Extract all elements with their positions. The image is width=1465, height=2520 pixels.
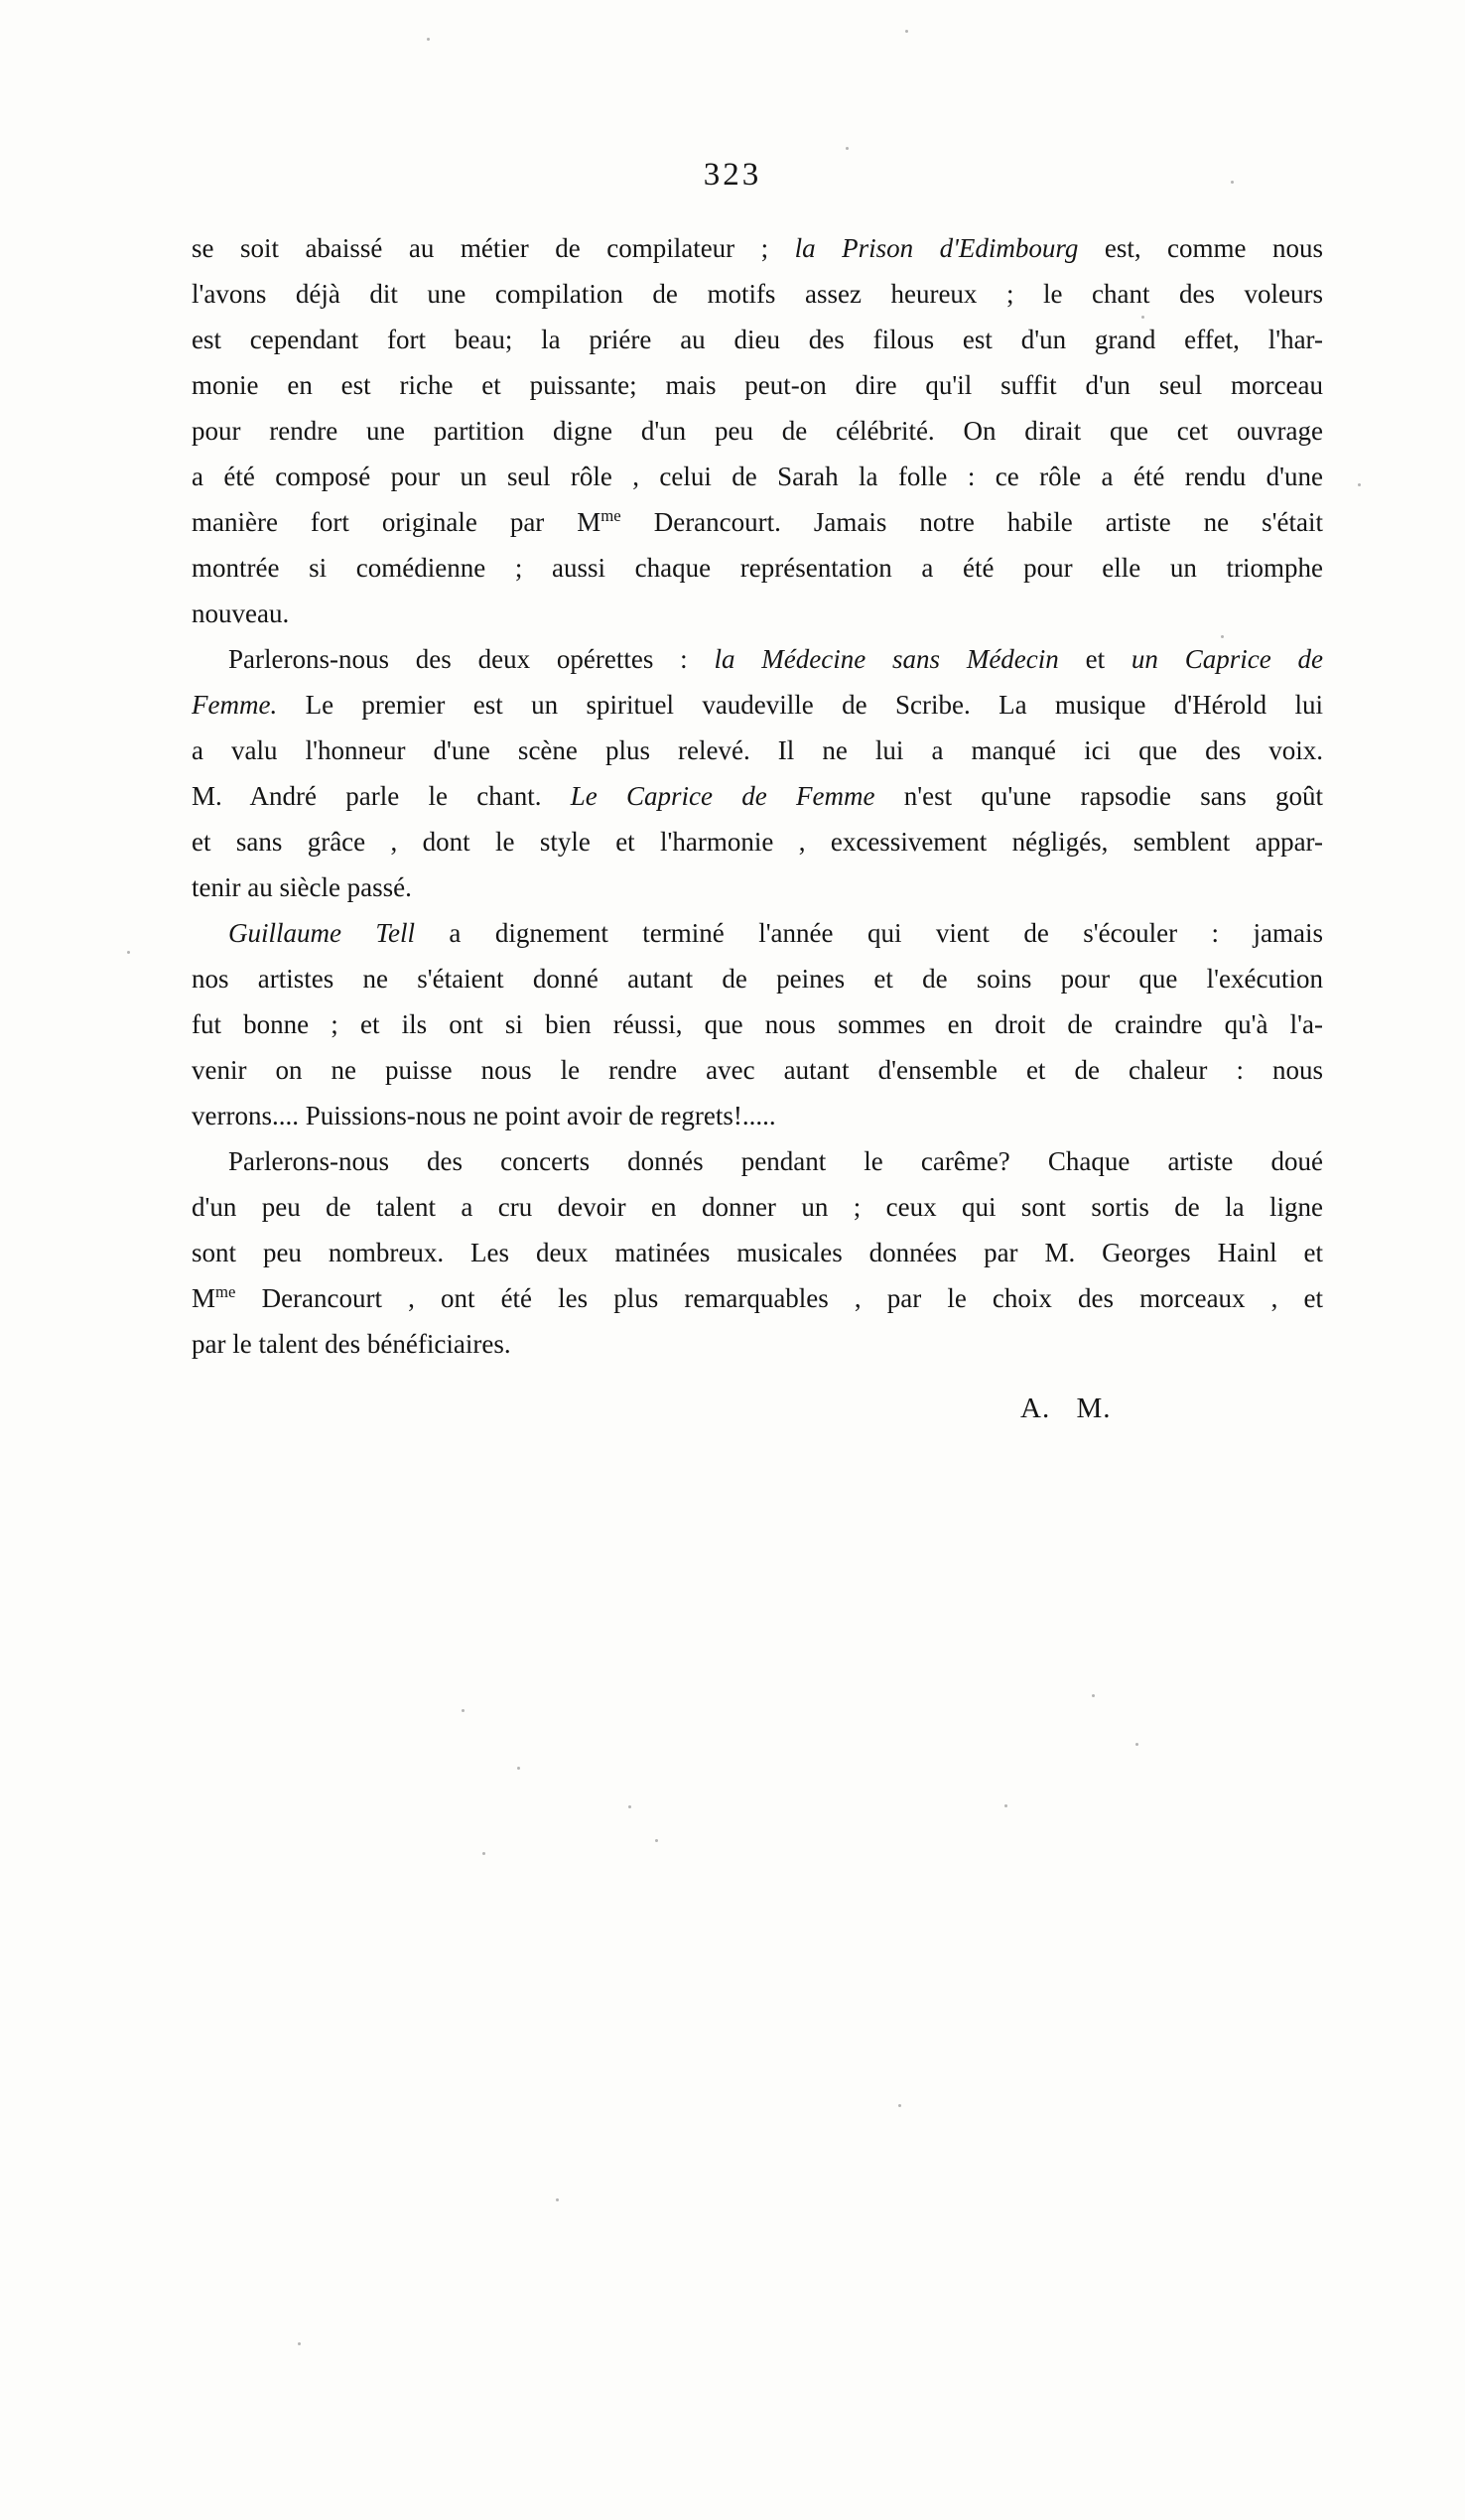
text-segment: Derancourt. Jamais notre habile artiste ne s'était (620, 507, 1323, 537)
scan-speck (1135, 1743, 1138, 1746)
text-segment: et sans grâce , dont le style et l'harmonie , excessivement négligés, semblent appar- (192, 827, 1323, 857)
scan-speck (482, 1852, 485, 1855)
text-segment: a été composé pour un seul rôle , celui de Sarah la folle : ce rôle a été rendu d'une (192, 462, 1323, 491)
text-line (192, 225, 1323, 271)
paragraph (192, 636, 1323, 910)
text-line (192, 1047, 1323, 1093)
text-line (192, 1230, 1323, 1275)
text-line (192, 591, 1323, 636)
scan-speck (898, 2104, 901, 2107)
text-line (192, 545, 1323, 591)
text-line (192, 317, 1323, 362)
text-segment: l'avons déjà dit une compilation de motifs assez heureux ; le chant des voleurs (192, 279, 1323, 309)
text-segment: nos artistes ne s'étaient donné autant de peines et de soins pour que l'exécution (192, 964, 1323, 994)
text-segment: pour rendre une partition digne d'un peu de célébrité. On dirait que cet ouvrage (192, 416, 1323, 446)
text-line (192, 682, 1323, 728)
text-segment: a dignement terminé l'année qui vient de s'écouler : jamais (414, 918, 1323, 948)
work-title-italic: la Médecine sans Médecin (714, 644, 1059, 674)
text-line (192, 454, 1323, 499)
scan-speck (846, 147, 849, 150)
text-segment: n'est qu'une rapsodie sans goût (874, 781, 1323, 811)
scan-speck (1092, 1694, 1095, 1697)
superscript-text: me (215, 1282, 236, 1301)
text-segment: nouveau. (192, 598, 290, 628)
text-segment: par le talent des bénéficiaires. (192, 1329, 511, 1359)
text-line (192, 864, 1323, 910)
text-segment: se soit abaissé au métier de compilateur ; (192, 233, 795, 263)
text-line (192, 1184, 1323, 1230)
text-block (192, 225, 1323, 1367)
text-segment: est cependant fort beau; la priére au dieu des filous est d'un grand effet, l'har- (192, 325, 1323, 354)
scan-speck (905, 30, 908, 33)
superscript-text: me (600, 506, 621, 525)
text-line (192, 408, 1323, 454)
work-title-italic: Le Caprice de Femme (570, 781, 875, 811)
text-line (192, 271, 1323, 317)
text-segment: manière fort originale par M (192, 507, 601, 537)
text-line (192, 499, 1323, 545)
text-line (192, 1001, 1323, 1047)
text-line (192, 362, 1323, 408)
paragraph (192, 910, 1323, 1138)
scan-speck (517, 1767, 520, 1770)
text-segment: monie en est riche et puissante; mais peut-on dire qu'il suffit d'un seul morceau (192, 370, 1323, 400)
text-segment: Parlerons-nous des concerts donnés pendant le carême? Chaque artiste doué (228, 1146, 1323, 1176)
scan-speck (1004, 1804, 1007, 1807)
text-segment: Parlerons-nous des deux opérettes : (228, 644, 715, 674)
scan-speck (462, 1709, 465, 1712)
text-line (192, 728, 1323, 773)
text-segment: sont peu nombreux. Les deux matinées musicales données par M. Georges Hainl et (192, 1238, 1323, 1267)
page-number: 323 (703, 157, 762, 193)
text-segment: venir on ne puisse nous le rendre avec autant d'ensemble et de chaleur : nous (192, 1055, 1323, 1085)
scan-speck (1231, 181, 1234, 184)
text-segment: montrée si comédienne ; aussi chaque représentation a été pour elle un triomphe (192, 553, 1323, 583)
text-line (192, 910, 1323, 956)
scan-speck (1221, 635, 1224, 638)
text-segment: a valu l'honneur d'une scène plus relevé. Il ne lui a manqué ici que des voix. (192, 735, 1323, 765)
text-segment: est, comme nous (1078, 233, 1323, 263)
text-segment: d'un peu de talent a cru devoir en donner un ; ceux qui sont sortis de la ligne (192, 1192, 1323, 1222)
text-line (192, 1093, 1323, 1138)
text-line (192, 819, 1323, 864)
work-title-italic: Femme. (192, 690, 278, 720)
scan-speck (298, 2342, 301, 2345)
paragraph (192, 225, 1323, 636)
text-line (192, 636, 1323, 682)
text-segment: M (192, 1283, 216, 1313)
scan-speck (1141, 316, 1144, 319)
scan-speck (127, 951, 130, 954)
text-segment: tenir au siècle passé. (192, 872, 412, 902)
work-title-italic: la Prison d'Edimbourg (794, 233, 1079, 263)
text-line (192, 956, 1323, 1001)
scan-speck (427, 38, 430, 41)
scan-speck (1358, 483, 1361, 486)
text-segment: et (1058, 644, 1132, 674)
text-line (192, 1275, 1323, 1321)
scan-speck (556, 2198, 559, 2201)
paragraph (192, 1138, 1323, 1367)
text-segment: Le premier est un spirituel vaudeville de Scribe. La musique d'Hérold lui (277, 690, 1323, 720)
text-line (192, 1321, 1323, 1367)
work-title-italic: un Caprice de (1131, 644, 1323, 674)
text-segment: verrons.... Puissions-nous ne point avoir de regrets!..... (192, 1101, 776, 1130)
text-line (192, 1138, 1323, 1184)
text-segment: fut bonne ; et ils ont si bien réussi, que nous sommes en droit de craindre qu'à l'a- (192, 1009, 1323, 1039)
scan-speck (628, 1805, 631, 1808)
text-segment: Derancourt , ont été les plus remarquables , par le choix des morceaux , et (235, 1283, 1323, 1313)
work-title-italic: Guillaume Tell (228, 918, 415, 948)
text-line (192, 773, 1323, 819)
author-signature: A. M. (1020, 1393, 1112, 1424)
text-segment: M. André parle le chant. (192, 781, 571, 811)
scan-speck (655, 1839, 658, 1842)
